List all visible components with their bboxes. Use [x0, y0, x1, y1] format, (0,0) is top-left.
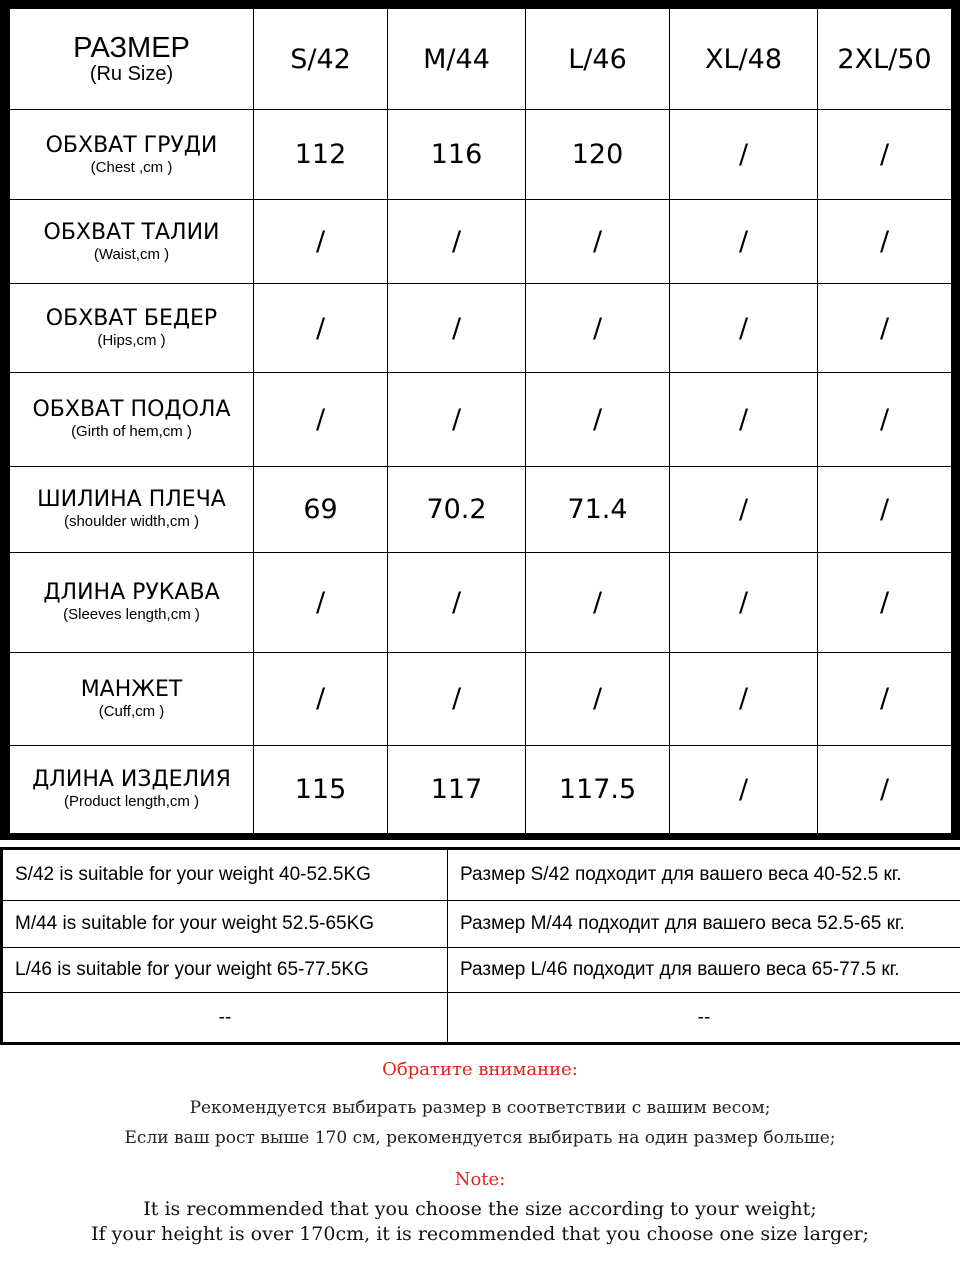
weight-row: [2, 849, 960, 901]
measurement-value: /: [670, 552, 818, 652]
measurement-name-en: (Waist,cm ): [93, 245, 170, 263]
measurement-label-cell: [10, 110, 254, 200]
size-header-en: (Ru Size): [89, 63, 174, 86]
weight-ru: Размер M/44 подходит для вашего веса 52.5-65 кг.: [448, 901, 960, 948]
measurement-value: /: [388, 652, 526, 745]
measurement-value: 117: [388, 745, 526, 833]
measurement-value: /: [818, 552, 952, 652]
measurement-value: /: [526, 200, 670, 284]
measurement-value: /: [670, 373, 818, 466]
measurement-value: /: [670, 466, 818, 552]
measurement-value: /: [670, 652, 818, 745]
measurement-value: /: [254, 284, 388, 373]
measurement-label-cell: [10, 552, 254, 652]
measurement-row: [10, 552, 952, 652]
size-label: M/44: [388, 9, 526, 110]
measurement-name-en: (Hips,cm ): [97, 332, 166, 350]
measurement-value: /: [670, 284, 818, 373]
measurement-name-ru: ОБХВАТ БЕДЕР: [45, 306, 218, 332]
note-line-ru: Рекомендуется выбирать размер в соответствии с вашим весом;: [189, 1098, 771, 1118]
measurement-label-cell: [10, 284, 254, 373]
measurement-name-ru: ОБХВАТ ГРУДИ: [45, 132, 218, 158]
weight-row: [2, 948, 960, 993]
size-label: 2XL/50: [818, 9, 952, 110]
measurement-value: /: [818, 652, 952, 745]
weight-ru: Размер L/46 подходит для вашего веса 65-77.5 кг.: [448, 948, 960, 993]
measurement-name-en: (shoulder width,cm ): [63, 513, 200, 531]
measurement-row: [10, 466, 952, 552]
measurement-value: /: [818, 373, 952, 466]
note-title-ru: Обратите внимание:: [382, 1059, 578, 1080]
measurement-value: /: [818, 110, 952, 200]
note-line-ru: Если ваш рост выше 170 см, рекомендуется выбирать на один размер больше;: [124, 1128, 836, 1148]
measurement-label-cell: [10, 652, 254, 745]
notes: [0, 1055, 960, 1247]
measurement-value: 70.2: [388, 466, 526, 552]
weight-en: S/42 is suitable for your weight 40-52.5KG: [2, 849, 448, 901]
size-header-ru: РАЗМЕР: [73, 32, 190, 65]
measurement-name-en: (Girth of hem,cm ): [71, 423, 192, 441]
weight-guide: [0, 847, 960, 1042]
weight-en: --: [2, 993, 448, 1044]
size-label: S/42: [254, 9, 388, 110]
measurement-row: [10, 745, 952, 833]
measurement-value: /: [818, 200, 952, 284]
measurement-name-ru: ДЛИНА РУКАВА: [43, 580, 220, 606]
measurement-value: 120: [526, 110, 670, 200]
size-label: XL/48: [670, 9, 818, 110]
measurement-name-ru: ОБХВАТ ПОДОЛА: [32, 397, 231, 423]
measurement-row: [10, 284, 952, 373]
measurement-name-en: (Product length,cm ): [63, 793, 200, 811]
measurement-value: /: [670, 745, 818, 833]
measurement-label-cell: [10, 745, 254, 833]
measurement-value: /: [526, 373, 670, 466]
measurement-name-ru: ДЛИНА ИЗДЕЛИЯ: [32, 767, 231, 793]
measurement-value: /: [818, 466, 952, 552]
measurement-value: 69: [254, 466, 388, 552]
measurement-label-cell: [10, 373, 254, 466]
measurement-value: /: [388, 373, 526, 466]
size-chart-table: [9, 8, 952, 834]
measurement-value: /: [526, 284, 670, 373]
measurement-value: /: [818, 284, 952, 373]
measurement-value: /: [388, 552, 526, 652]
measurement-value: /: [526, 652, 670, 745]
weight-en: M/44 is suitable for your weight 52.5-65KG: [2, 901, 448, 948]
measurement-label-cell: [10, 466, 254, 552]
measurement-row: [10, 200, 952, 284]
measurement-value: /: [388, 200, 526, 284]
measurement-value: 116: [388, 110, 526, 200]
measurement-name-en: (Sleeves length,cm ): [63, 606, 200, 624]
measurement-value: /: [388, 284, 526, 373]
measurement-value: /: [254, 552, 388, 652]
measurement-value: /: [526, 552, 670, 652]
measurement-row: [10, 110, 952, 200]
measurement-value: 117.5: [526, 745, 670, 833]
size-header-row: [10, 9, 952, 110]
measurement-value: 115: [254, 745, 388, 833]
weight-en: L/46 is suitable for your weight 65-77.5KG: [2, 948, 448, 993]
measurement-name-en: (Chest ,cm ): [90, 158, 173, 176]
measurement-label-cell: [10, 200, 254, 284]
measurement-value: /: [254, 200, 388, 284]
note-line-en: It is recommended that you choose the size according to your weight;: [143, 1198, 817, 1220]
measurement-row: [10, 652, 952, 745]
weight-row: [2, 901, 960, 948]
weight-row: [2, 993, 960, 1044]
measurement-value: /: [254, 373, 388, 466]
weight-guide-table: [0, 847, 960, 1045]
measurement-value: 71.4: [526, 466, 670, 552]
weight-ru: --: [448, 993, 960, 1044]
measurement-name-ru: МАНЖЕТ: [80, 676, 183, 702]
measurement-row: [10, 373, 952, 466]
measurement-value: /: [254, 652, 388, 745]
measurement-value: /: [670, 110, 818, 200]
measurement-value: /: [818, 745, 952, 833]
measurement-value: /: [670, 200, 818, 284]
size-header-cell: [10, 9, 254, 110]
measurement-name-ru: ШИЛИНА ПЛЕЧА: [37, 487, 226, 513]
weight-ru: Размер S/42 подходит для вашего веса 40-52.5 кг.: [448, 849, 960, 901]
size-label: L/46: [526, 9, 670, 110]
measurement-name-en: (Cuff,cm ): [98, 702, 165, 720]
measurement-value: 112: [254, 110, 388, 200]
note-title-en: Note:: [454, 1169, 506, 1190]
measurement-name-ru: ОБХВАТ ТАЛИИ: [43, 219, 220, 245]
note-line-en: If your height is over 170cm, it is recommended that you choose one size larger;: [91, 1223, 869, 1245]
